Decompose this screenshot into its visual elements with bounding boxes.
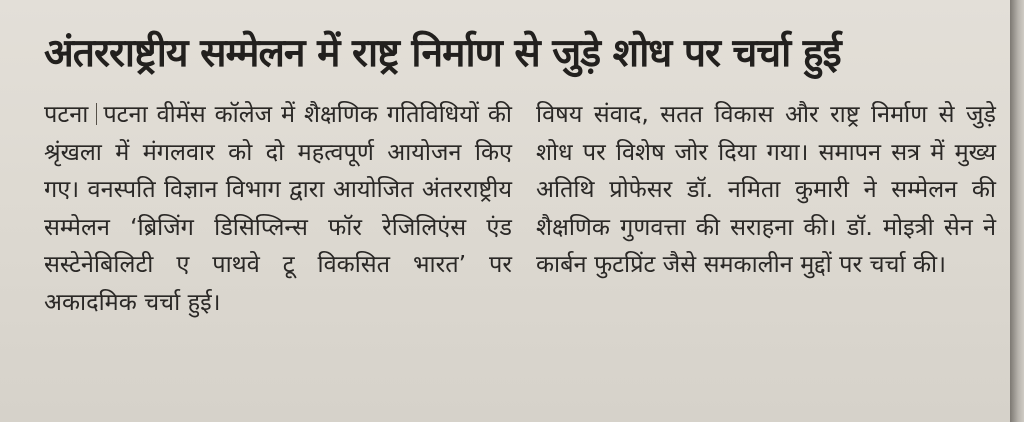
dateline: पटना <box>44 100 89 128</box>
dateline-separator <box>96 103 97 125</box>
page-edge <box>1010 0 1024 422</box>
article-column-right <box>536 96 996 284</box>
article-body-right: विषय संवाद, सतत विकास और राष्ट्र निर्माण से जुड़े शोध पर विशेष जोर दिया गया। समापन सत्र में मुख्य अतिथि प्रोफेसर डॉ. नमिता कुमारी ने सम्मेलन की शैक्षणिक गुणवत्ता की सराहना की। डॉ. मोइत्री सेन ने कार्बन फुटप्रिंट जैसे समकालीन मुद्दों पर चर्चा की। <box>536 100 996 278</box>
headline: अंतरराष्ट्रीय सम्मेलन में राष्ट्र निर्माण से जुड़े शोध पर चर्चा हुई <box>44 31 841 76</box>
article-body-left: पटना वीमेंस कॉलेज में शैक्षणिक गतिविधियों की श्रृंखला में मंगलवार को दो महत्वपूर्ण आयोजन किए गए। वनस्पति विज्ञान विभाग द्वारा आयोजित अंतरराष्ट्रीय सम्मेलन ‘ब्रिजिंग डिसिप्लिन्स फॉर रेजिलिएंस एंड सस्टेनेबिलिटी ए पाथवे टू विकसित भारत’ पर अकादमिक चर्चा हुई। <box>44 100 512 316</box>
article-column-left <box>44 96 512 321</box>
